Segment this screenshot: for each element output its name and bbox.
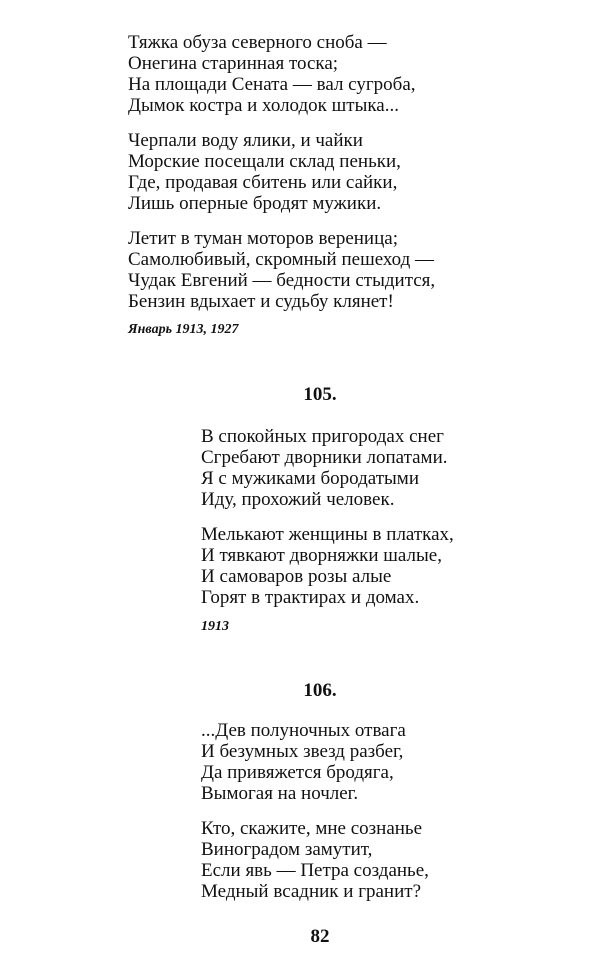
poem-number: 106.	[303, 680, 337, 701]
verse-line: И безумных звезд разбег,	[201, 741, 404, 762]
stanza	[201, 426, 448, 510]
poem-104	[128, 32, 416, 116]
verse-line: Кто, скажите, мне сознанье	[201, 818, 423, 839]
verse-line: Летит в туман моторов вереница;	[128, 228, 398, 249]
verse-line: Лишь оперные бродят мужики.	[128, 193, 382, 214]
poem-104-stanza-2	[128, 130, 401, 214]
poem-106-stanza-2	[201, 818, 429, 902]
verse-line: Иду, прохожий человек.	[201, 489, 395, 510]
verse-line: Сгребают дворники лопатами.	[201, 447, 448, 468]
verse-line: Мелькают женщины в платках,	[201, 524, 454, 545]
verse-line: Виноградом замутит,	[201, 839, 373, 860]
verse-line: Да привяжется бродяга,	[201, 762, 394, 783]
verse-line: ...Дев полуночных отвага	[201, 720, 406, 741]
verse-line: Самолюбивый, скромный пешеход —	[128, 249, 435, 270]
stanza	[128, 32, 416, 116]
verse-line: Я с мужиками бородатыми	[201, 468, 419, 489]
page-number: 82	[310, 926, 330, 947]
stanza	[201, 524, 454, 608]
verse-line: Медный всадник и гранит?	[201, 881, 422, 902]
stanza	[128, 130, 401, 214]
stanza	[128, 228, 435, 312]
verse-line: На площади Сената — вал сугроба,	[128, 74, 416, 95]
verse-line: В спокойных пригородах снег	[201, 426, 444, 447]
poem-date: 1913	[201, 619, 229, 634]
verse-line: Бензин вдыхает и судьбу клянет!	[128, 291, 394, 312]
verse-line: Онегина старинная тоска;	[128, 53, 339, 74]
verse-line: Черпали воду ялики, и чайки	[128, 130, 363, 151]
stanza	[201, 818, 429, 902]
poem-105-stanza-1	[201, 426, 448, 510]
verse-line: И тявкают дворняжки шалые,	[201, 545, 442, 566]
poem-104-date	[128, 322, 238, 338]
poem-105-stanza-2	[201, 524, 454, 608]
poem-date: Январь 1913, 1927	[128, 322, 239, 337]
poem-104-stanza-3	[128, 228, 435, 312]
stanza	[201, 720, 406, 804]
verse-line: Где, продавая сбитень или сайки,	[128, 172, 398, 193]
verse-line: И самоваров розы алые	[201, 566, 392, 587]
verse-line: Морские посещали склад пеньки,	[128, 151, 401, 172]
verse-line: Горят в трактирах и домах.	[201, 587, 420, 608]
verse-line: Вымогая на ночлег.	[201, 783, 359, 804]
poem-106-stanza-1	[201, 720, 406, 804]
verse-line: Тяжка обуза северного сноба —	[128, 32, 387, 53]
verse-line: Если явь — Петра созданье,	[201, 860, 429, 881]
verse-line: Дымок костра и холодок штыка...	[128, 95, 399, 116]
poem-105-date	[201, 619, 229, 635]
verse-line: Чудак Евгений — бедности стыдится,	[128, 270, 436, 291]
poem-number: 105.	[303, 384, 337, 405]
